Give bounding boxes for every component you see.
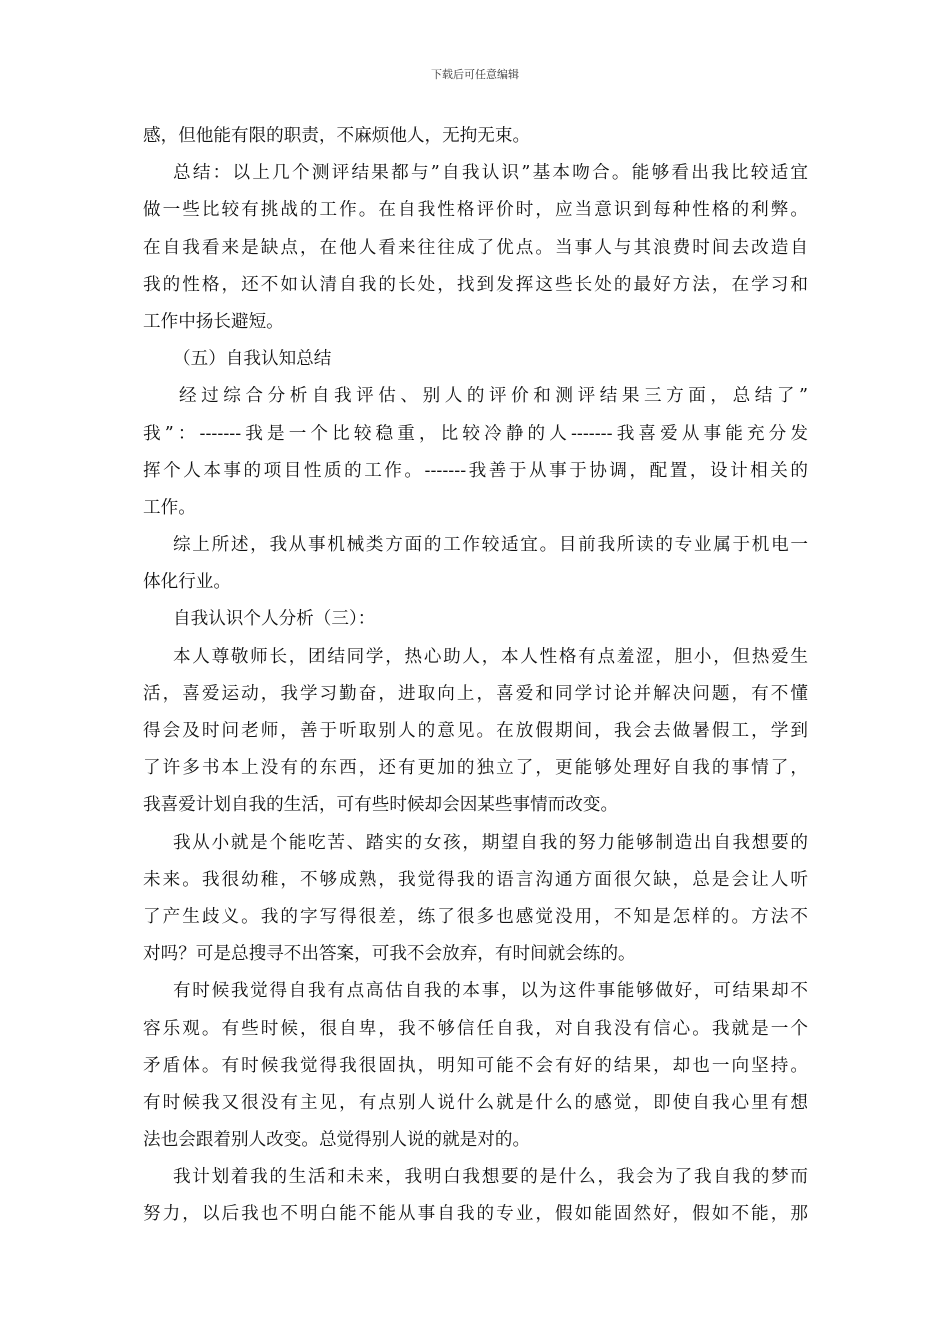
text-line: 对吗？可是总搜寻不出答案，可我不会放弃，有时间就会练的。 [143,944,636,965]
page-header: 下载后可任意编辑 [431,68,519,81]
section-heading: 自我认识个人分析（三）： [173,609,376,630]
paragraph-analysis-start: 经过综合分析自我评估、别人的评价和测评结果三方面，总结了” [179,386,808,407]
text-line: 做一些比较有挑战的工作。在自我性格评价时，应当意识到每种性格的利弊。 [143,200,808,221]
text-line: 体化行业。 [143,572,231,593]
text-line: 工作中扬长避短。 [143,311,284,332]
text-line: 容乐观。有些时候，很自卑，我不够信任自我，对自我没有信心。我就是一个 [143,1018,808,1039]
paragraph-childhood-start: 我从小就是个能吃苦、踏实的女孩，期望自我的努力能够制造出自我想要的 [173,832,808,853]
text-line: 得会及时问老师，善于听取别人的意见。在放假期间，我会去做暑假工，学到 [143,721,808,741]
paragraph-self-intro-start: 本人尊敬师长，团结同学，热心助人，本人性格有点羞涩，胆小，但热爱生 [173,646,808,667]
text-line: 了产生歧义。我的字写得很差，练了很多也感觉没用，不知是怎样的。方法不 [143,906,808,927]
text-line: 法也会跟着别人改变。总觉得别人说的就是对的。 [143,1130,531,1151]
text-line: 挥个人本事的项目性质的工作。-------我善于从事于协调，配置，设计相关的 [143,460,808,481]
text-line: 工作。 [143,497,196,518]
text-line: 感，但他能有限的职责，不麻烦他人，无拘无束。 [143,126,531,146]
paragraph-summary-start: 总结：以上几个测评结果都与”自我认识”基本吻合。能够看出我比较适宜 [173,163,808,184]
paragraph-self-doubt-start: 有时候我觉得自我有点高估自我的本事，以为这件事能够做好，可结果却不 [173,981,808,1002]
text-line: 有时候我又很没有主见，有点别人说什么就是什么的感觉，即使自我心里有想 [143,1092,808,1113]
text-line: 我”：-------我是一个比较稳重，比较冷静的人-------我喜爱从事能充分发 [143,423,808,444]
text-line: 我的性格，还不如认清自我的长处，找到发挥这些长处的最好方法，在学习和 [143,274,808,295]
text-line: 未来。我很幼稚，不够成熟，我觉得我的语言沟通方面很欠缺，总是会让人听 [143,869,808,890]
document-body [143,118,808,1234]
text-line: 努力，以后我也不明白能不能从事自我的专业，假如能固然好，假如不能，那 [143,1204,808,1225]
paragraph-conclusion-start: 综上所述，我从事机械类方面的工作较适宜。目前我所读的专业属于机电一 [173,535,808,556]
paragraph-future-start: 我计划着我的生活和未来，我明白我想要的是什么，我会为了我自我的梦而 [173,1167,808,1188]
section-heading: （五）自我认知总结 [173,349,332,370]
text-line: 了许多书本上没有的东西，还有更加的独立了，更能够处理好自我的事情了， [143,758,808,779]
text-line: 我喜爱计划自我的生活，可有些时候却会因某些事情而改变。 [143,795,619,816]
text-line: 在自我看来是缺点，在他人看来往往成了优点。当事人与其浪费时间去改造自 [143,237,808,258]
text-line: 活，喜爱运动，我学习勤奋，进取向上，喜爱和同学讨论并解决问题，有不懂 [143,683,808,704]
text-line: 矛盾体。有时候我觉得我很固执，明知可能不会有好的结果，却也一向坚持。 [143,1055,808,1076]
